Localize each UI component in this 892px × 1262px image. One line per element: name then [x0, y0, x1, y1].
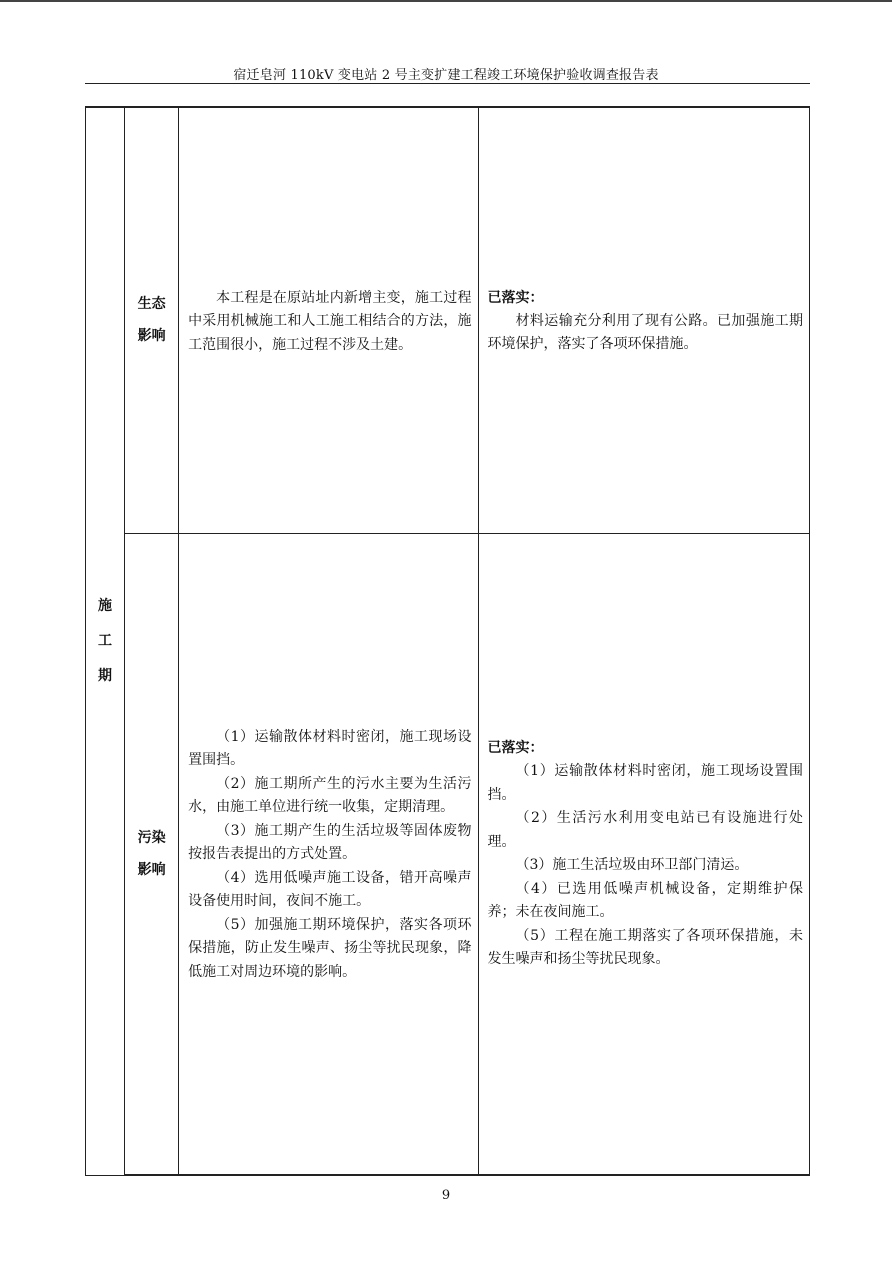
table-row-ecology: [86, 107, 810, 533]
report-table: [85, 106, 810, 1176]
requirement-cell-pollution: [179, 533, 478, 1175]
requirement-paragraph: （1）运输散体材料时密闭，施工现场设置围挡。: [188, 728, 472, 768]
category-line: 污染: [137, 829, 166, 846]
implementation-cell-ecology: [478, 107, 809, 533]
category-line: 影响: [137, 328, 166, 345]
requirement-paragraph: 本工程是在原站址内新增主变，施工过程中采用机械施工和人工施工相结合的方法，施工范围很小，施工过程不涉及土建。: [188, 289, 472, 353]
requirement-paragraph: （2）施工期所产生的污水主要为生活污水，由施工单位进行统一收集，定期清理。: [188, 775, 472, 815]
table-row-pollution: [86, 533, 810, 1175]
implementation-paragraph: （2）生活污水利用变电站已有设施进行处理。: [487, 810, 803, 850]
requirement-paragraph: （3）施工期产生的生活垃圾等固体废物按报告表提出的方式处置。: [188, 822, 472, 862]
category-label: [125, 822, 178, 886]
implementation-cell-pollution: [478, 533, 809, 1175]
category-cell-ecology: [125, 107, 179, 533]
header-rule: [85, 83, 810, 84]
stage-char: 工: [98, 632, 113, 649]
requirement-cell-ecology: [179, 107, 478, 533]
stage-cell: [86, 107, 125, 1175]
category-label: [125, 288, 178, 352]
implementation-paragraph: （1）运输散体材料时密闭，施工现场设置围挡。: [487, 763, 803, 803]
page-top-border: [0, 0, 892, 2]
requirement-paragraph: （5）加强施工期环境保护，落实各项环保措施，防止发生噪声、扬尘等扰民现象，降低施工对周边环境的影响。: [188, 916, 472, 980]
requirement-paragraph: （4）选用低噪声施工设备，错开高噪声设备使用时间，夜间不施工。: [188, 869, 472, 909]
implementation-paragraph: （3）施工生活垃圾由环卫部门清运。: [515, 857, 749, 873]
status-label: 已落实：: [487, 740, 544, 756]
report-header-title: 宿迁皂河 110kV 变电站 2 号主变扩建工程竣工环境保护验收调查报告表: [233, 68, 659, 83]
implementation-paragraph: （4）已选用低噪声机械设备，定期维护保养；未在夜间施工。: [487, 880, 803, 920]
stage-char: 期: [98, 667, 113, 684]
category-line: 生态: [137, 296, 166, 313]
page-number: 9: [441, 1188, 451, 1203]
implementation-paragraph: （5）工程在施工期落实了各项环保措施，未发生噪声和扬尘等扰民现象。: [487, 927, 803, 967]
stage-char: 施: [98, 597, 113, 614]
category-line: 影响: [137, 861, 166, 878]
category-cell-pollution: [125, 533, 179, 1175]
stage-label: [86, 589, 124, 694]
status-label: 已落实：: [487, 289, 544, 306]
implementation-paragraph: 材料运输充分利用了现有公路。已加强施工期环境保护，落实了各项环保措施。: [487, 312, 803, 353]
